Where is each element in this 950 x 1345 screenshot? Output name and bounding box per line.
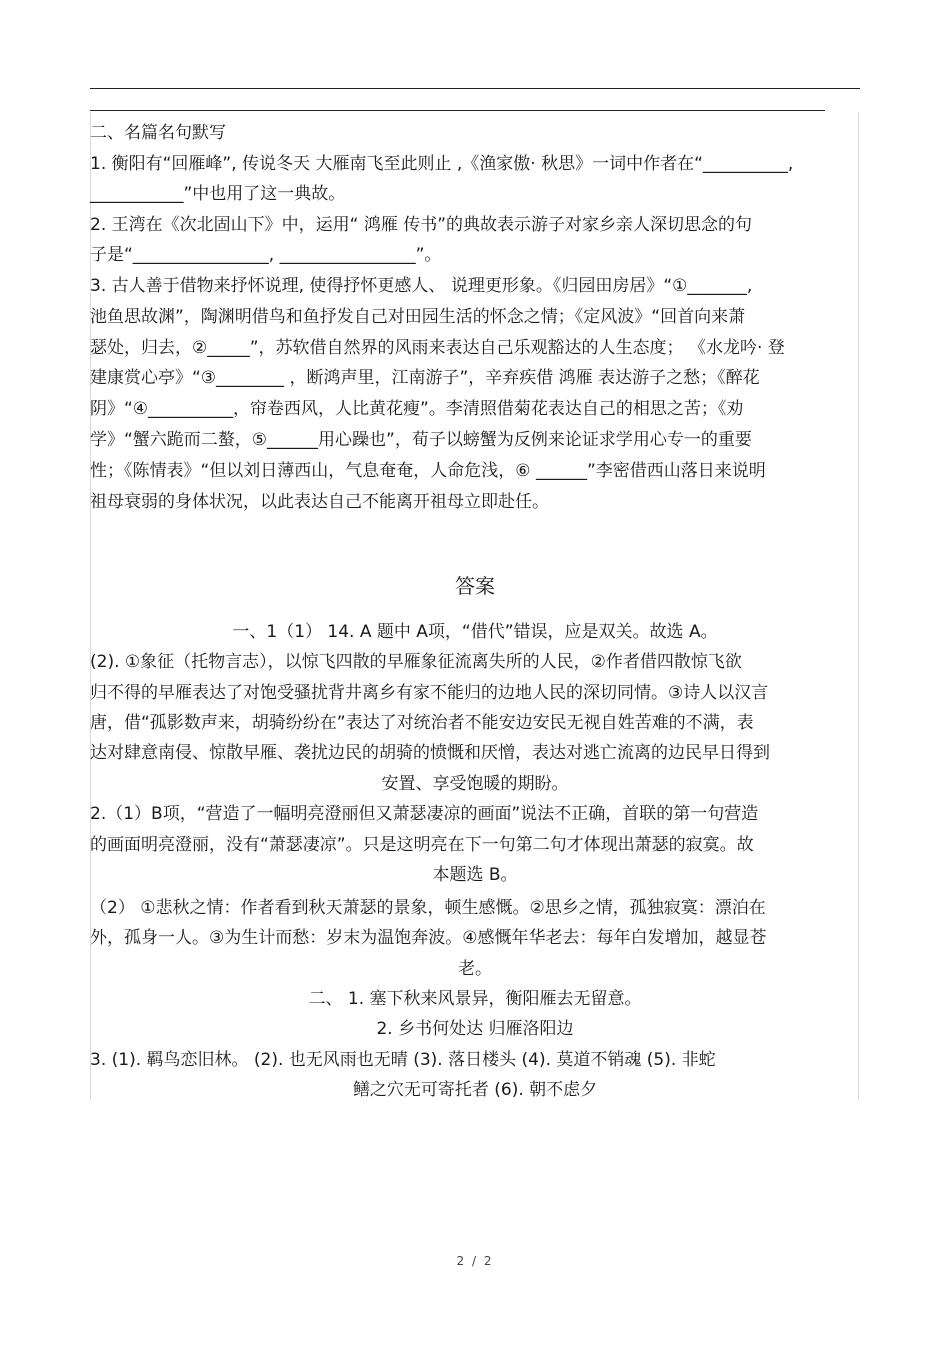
question-3-line: 瑟处，归去，②_____”，苏软借自然界的风雨来表达自己乐观豁达的人生态度； 《水龙吟· 登 [90,338,785,358]
answer-1-1: 一、1（1） 14. A 题中 A项，“借代”错误，应是双关。故选 A。 [232,622,718,642]
question-3-line: 池鱼思故渊”，陶渊明借鸟和鱼抒发自己对田园生活的怀念之情；《定风波》“回首向来萧 [90,307,746,327]
answer-title: 答案 [455,574,495,598]
answer-1-2-line: 唐，借“孤影数声来，胡骑纷纷在”表达了对统治者不能安边安民无视自姓苦难的不满，表 [90,713,754,733]
question-3-line: 性；《陈情表》“但以刘日薄西山，气息奄奄，人命危浅，⑥ ______”李密借西山落日来说明 [90,461,766,481]
answer-1-2-line: (2). ①象征（托物言志），以惊飞四散的早雁象征流离失所的人民，②作者借四散惊飞欲 [90,652,742,672]
answer-b2: 2. 乡书何处达 归雁洛阳边 [376,1019,574,1039]
answer-2-2-last: 老。 [458,959,492,979]
answer-2-1-last: 本题选 B。 [432,865,518,885]
question-3-line: 阴》“④__________，帘卷西风，人比黄花瘦”。李清照借菊花表达自己的相思之苦；《劝 [90,399,744,419]
top-rule [90,88,860,89]
section-heading: 二、名篇名句默写 [90,123,226,143]
question-1-line-1: 1. 衡阳有“回雁峰”, 传说冬天 大雁南飞至此则止 ,《渔家傲· 秋思》一词中作者在“__________, [90,154,794,174]
answer-2-2-line: （2） ①悲秋之情：作者看到秋天萧瑟的景象，顿生感慨。②思乡之情，孤独寂寞：漂泊在 [90,898,766,918]
question-3-line: 建康赏心亭》“③________ ，断鸿声里，江南游子”，辛弃疾借 鸿雁 表达游子之愁；《醉花 [90,368,760,388]
question-2-line-2: 子是“________________, ________________”。 [90,245,442,265]
question-3-line: 学》“蟹六跪而二螯，⑤______用心躁也”，荀子以螃蟹为反例来论证求学用心专一的重要 [90,430,752,450]
question-3-line: 祖母衰弱的身体状况，以此表达自己不能离开祖母立即赴任。 [90,492,549,512]
answer-b3-line-2: 鳝之穴无可寄托者 (6). 朝不虑夕 [352,1080,598,1100]
question-3-line: 3. 古人善于借物来抒怀说理, 使得抒怀更感人、 说理更形象。《归园田房居》“①_______, [90,276,753,296]
question-1-line-2: ___________”中也用了这一典故。 [90,184,346,204]
answer-2-1-line: 2.（1）B项，“营造了一幅明亮澄丽但又萧瑟凄凉的画面”说法不正确，首联的第一句营造 [90,804,759,824]
answer-2-1-line: 的画面明亮澄丽，没有“萧瑟凄凉”。只是这明亮在下一句第二句才体现出萧瑟的寂寞。故 [90,835,754,855]
page-number: 2 / 2 [456,1254,494,1268]
answer-1-2-line: 归不得的早雁表达了对饱受骚扰背井离乡有家不能归的边地人民的深切同情。③诗人以汉言 [90,683,769,703]
second-rule [90,110,825,111]
answer-2-2-line: 外，孤身一人。③为生计而愁：岁末为温饱奔波。④感慨年华老去：每年白发增加，越显苍 [90,928,767,948]
answer-b1: 二、 1. 塞下秋来风景异，衡阳雁去无留意。 [308,989,642,1009]
answer-1-2-last: 安置、享受饱暖的期盼。 [381,774,569,794]
question-2-line-1: 2. 王湾在《次北固山下》中，运用“ 鸿雁 传书”的典故表示游子对家乡亲人深切思念的句 [90,215,753,235]
answer-b3-line-1: 3. (1). 羁鸟恋旧林。 (2). 也无风雨也无晴 (3). 落日楼头 (4). 莫道不销魂 (5). 非蛇 [90,1050,716,1070]
right-margin-line [858,112,859,1100]
answer-1-2-line: 达对肆意南侵、惊散早雁、袭扰边民的胡骑的愤慨和厌憎，表达对逃亡流离的边民早日得到 [90,743,770,763]
